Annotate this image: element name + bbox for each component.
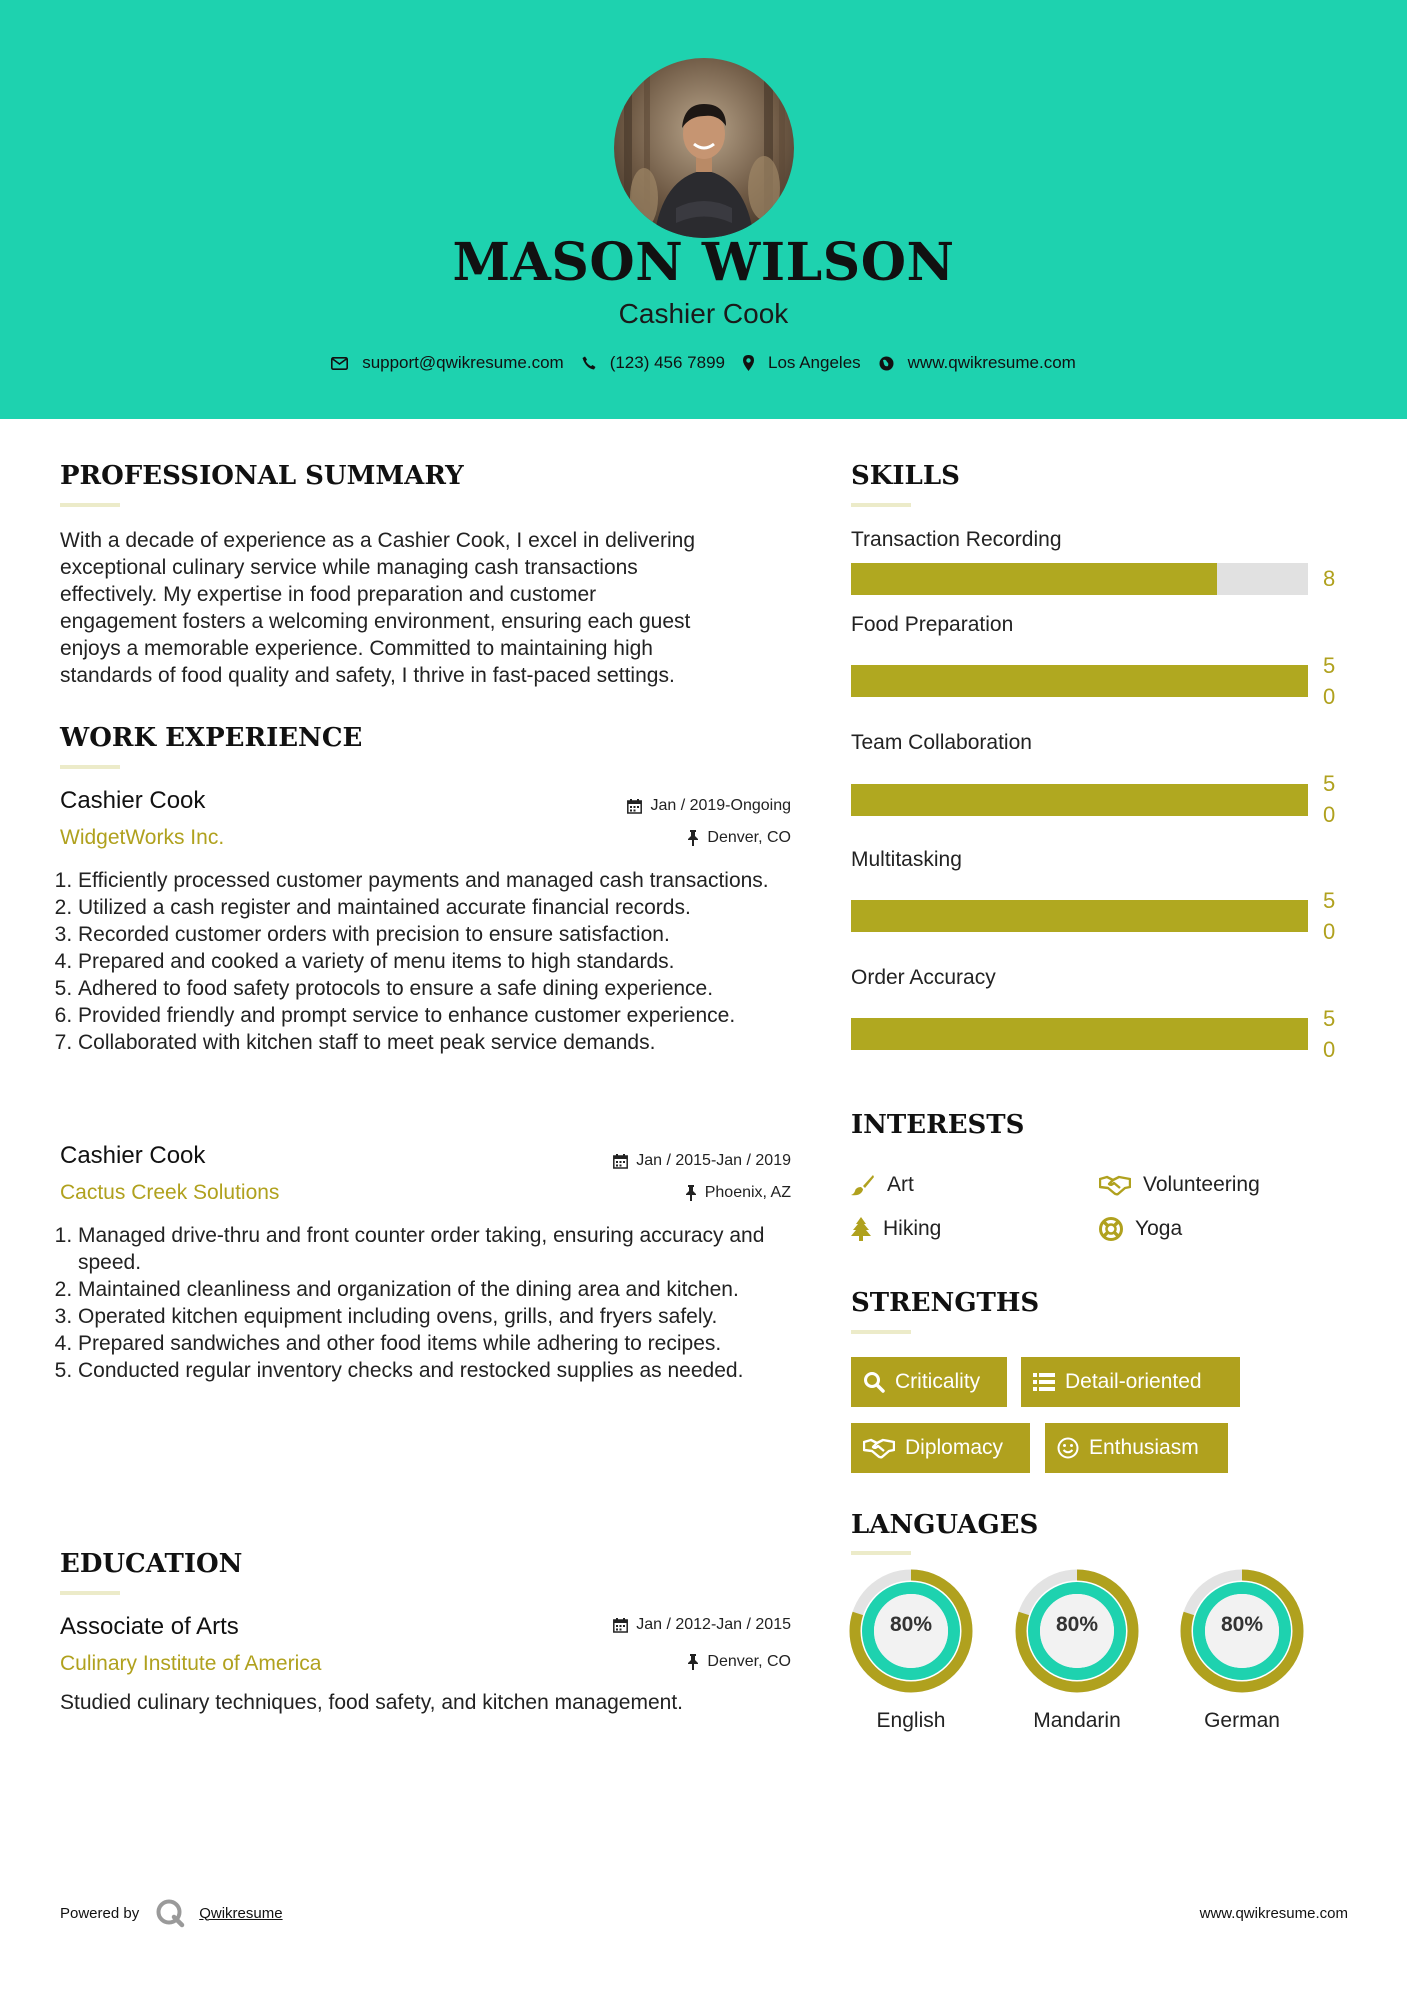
skill-label: Order Accuracy bbox=[851, 966, 996, 989]
school-name: Culinary Institute of America bbox=[60, 1652, 322, 1675]
strength-label: Detail-oriented bbox=[1065, 1370, 1202, 1393]
calendar-icon bbox=[613, 1154, 628, 1169]
job-dates bbox=[560, 1152, 791, 1170]
skill-bar-fill bbox=[851, 900, 1308, 932]
skill-bar bbox=[851, 1018, 1308, 1050]
skill-level: 50 bbox=[1323, 771, 1336, 827]
job-location-text: Phoenix, AZ bbox=[704, 1184, 791, 1201]
language-percent: 80% bbox=[1220, 1613, 1264, 1636]
summary-heading: PROFESSIONAL SUMMARY bbox=[60, 461, 464, 491]
experience-divider bbox=[60, 765, 120, 769]
interest-item bbox=[851, 1217, 941, 1241]
education-dates-text: Jan / 2012-Jan / 2015 bbox=[636, 1616, 791, 1633]
paintbrush-icon bbox=[851, 1174, 875, 1196]
skill-label: Food Preparation bbox=[851, 613, 1014, 636]
interest-label: Yoga bbox=[1135, 1217, 1183, 1240]
search-icon bbox=[863, 1371, 885, 1393]
qwikresume-logo-icon bbox=[155, 1898, 185, 1928]
education-location bbox=[560, 1653, 791, 1671]
header-banner bbox=[0, 0, 1407, 419]
summary-divider bbox=[60, 503, 120, 507]
contact-website[interactable] bbox=[879, 353, 1076, 373]
skill-bar-fill bbox=[851, 665, 1308, 697]
list-item: 3. Operated kitchen equipment including ovens, grills, and fryers safely. bbox=[78, 1303, 780, 1330]
strengths-heading: STRENGTHS bbox=[851, 1288, 1040, 1318]
education-divider bbox=[60, 1591, 120, 1595]
company-name: Cactus Creek Solutions bbox=[60, 1181, 280, 1204]
contact-email[interactable] bbox=[331, 353, 564, 373]
skill-label: Multitasking bbox=[851, 848, 962, 871]
skill-bar bbox=[851, 665, 1308, 697]
list-item: 2. Maintained cleanliness and organization of the dining area and kitchen. bbox=[78, 1276, 780, 1303]
education-location-text: Denver, CO bbox=[707, 1653, 791, 1670]
job-title: Cashier Cook bbox=[60, 1142, 206, 1169]
language-item bbox=[849, 1569, 973, 1733]
language-percent: 80% bbox=[1055, 1613, 1099, 1636]
skill-level: 50 bbox=[1323, 653, 1336, 709]
envelope-icon bbox=[331, 357, 348, 370]
smile-icon bbox=[1057, 1437, 1079, 1459]
globe-icon bbox=[879, 356, 894, 371]
powered-by-label: Powered by bbox=[60, 1904, 140, 1922]
tree-icon bbox=[851, 1217, 871, 1241]
handshake-icon bbox=[863, 1437, 895, 1459]
job-title: Cashier Cook bbox=[60, 787, 206, 814]
contact-bar bbox=[0, 353, 1407, 373]
strength-label: Diplomacy bbox=[905, 1436, 1004, 1459]
pushpin-icon bbox=[687, 830, 699, 846]
language-name: English bbox=[876, 1709, 946, 1732]
list-item: 4. Prepared and cooked a variety of menu items to high standards. bbox=[78, 948, 800, 975]
skill-bar-fill bbox=[851, 784, 1308, 816]
summary-text bbox=[60, 527, 800, 689]
job-dates bbox=[560, 797, 791, 815]
experience-heading: WORK EXPERIENCE bbox=[60, 723, 363, 753]
strength-label: Enthusiasm bbox=[1089, 1436, 1199, 1459]
strength-label: Criticality bbox=[895, 1370, 981, 1393]
language-name: Mandarin bbox=[1033, 1709, 1121, 1732]
qwikresume-link[interactable]: Qwikresume bbox=[199, 1904, 283, 1922]
interest-item bbox=[851, 1173, 914, 1197]
interest-label: Volunteering bbox=[1143, 1173, 1260, 1196]
education-description: Studied culinary techniques, food safety, and kitchen management. bbox=[60, 1691, 683, 1714]
skills-heading: SKILLS bbox=[851, 461, 960, 491]
job-location bbox=[560, 1184, 791, 1202]
strength-tag bbox=[1021, 1357, 1240, 1407]
company-name: WidgetWorks Inc. bbox=[60, 826, 225, 849]
strength-tag bbox=[1045, 1423, 1228, 1473]
skills-divider bbox=[851, 503, 911, 507]
summary-line: exceptional culinary service while managing cash transactions bbox=[60, 556, 638, 579]
job-dates-text: Jan / 2015-Jan / 2019 bbox=[636, 1152, 791, 1169]
list-item: 1. Efficiently processed customer payments and managed cash transactions. bbox=[78, 867, 800, 894]
map-marker-icon bbox=[743, 355, 754, 371]
skill-level: 50 bbox=[1323, 888, 1336, 944]
phone-icon bbox=[582, 356, 596, 370]
list-item: 2. Utilized a cash register and maintained accurate financial records. bbox=[78, 894, 800, 921]
list-item: 5. Adhered to food safety protocols to ensure a safe dining experience. bbox=[78, 975, 800, 1002]
interest-label: Art bbox=[887, 1173, 914, 1196]
interest-item bbox=[1099, 1173, 1260, 1197]
location-text: Los Angeles bbox=[768, 353, 861, 372]
summary-line: effectively. My expertise in food preparation and customer bbox=[60, 583, 597, 606]
job-responsibilities bbox=[60, 867, 800, 1056]
language-percent: 80% bbox=[889, 1613, 933, 1636]
skill-level: 8 bbox=[1323, 566, 1336, 591]
language-item bbox=[1180, 1569, 1304, 1733]
list-item: 4. Prepared sandwiches and other food items while adhering to recipes. bbox=[78, 1330, 780, 1357]
skill-bar bbox=[851, 784, 1308, 816]
skill-bar-fill bbox=[851, 1018, 1308, 1050]
job-location bbox=[560, 829, 791, 847]
job-title-headline: Cashier Cook bbox=[618, 298, 789, 329]
languages-heading: LANGUAGES bbox=[851, 1510, 1039, 1540]
handshake-icon bbox=[1099, 1174, 1131, 1196]
languages-divider bbox=[851, 1551, 911, 1555]
summary-line: standards of food quality and safety, I thrive in fast-paced settings. bbox=[60, 664, 675, 687]
calendar-icon bbox=[627, 799, 642, 814]
pushpin-icon bbox=[687, 1654, 699, 1670]
language-name: German bbox=[1204, 1709, 1280, 1732]
strength-tag bbox=[851, 1423, 1030, 1473]
list-icon bbox=[1033, 1373, 1055, 1391]
footer-website[interactable]: www.qwikresume.com bbox=[1199, 1905, 1348, 1922]
skill-bar-fill bbox=[851, 563, 1217, 595]
list-item: 1. Managed drive-thru and front counter order taking, ensuring accuracy and speed. bbox=[78, 1222, 780, 1276]
job-location-text: Denver, CO bbox=[707, 829, 791, 846]
list-item: 5. Conducted regular inventory checks and restocked supplies as needed. bbox=[78, 1357, 780, 1384]
strength-tag bbox=[851, 1357, 1007, 1407]
calendar-icon bbox=[613, 1618, 628, 1633]
education-dates bbox=[560, 1616, 791, 1634]
contact-location bbox=[743, 353, 861, 373]
lifering-icon bbox=[1099, 1217, 1123, 1241]
summary-line: With a decade of experience as a Cashier Cook, I excel in delivering bbox=[60, 529, 696, 552]
education-heading: EDUCATION bbox=[60, 1549, 243, 1579]
language-item bbox=[1015, 1569, 1139, 1733]
skill-level: 50 bbox=[1323, 1006, 1336, 1062]
interest-label: Hiking bbox=[883, 1217, 942, 1240]
profile-photo bbox=[614, 58, 794, 238]
skill-bar bbox=[851, 900, 1308, 932]
list-item: 3. Recorded customer orders with precision to ensure satisfaction. bbox=[78, 921, 800, 948]
degree-title: Associate of Arts bbox=[60, 1613, 239, 1640]
skill-label: Team Collaboration bbox=[851, 731, 1032, 754]
candidate-name: MASON WILSON bbox=[452, 232, 955, 293]
interest-item bbox=[1099, 1217, 1182, 1241]
strengths-divider bbox=[851, 1330, 911, 1334]
website-text: www.qwikresume.com bbox=[907, 353, 1076, 372]
email-text: support@qwikresume.com bbox=[362, 353, 564, 372]
summary-line: enjoys a memorable experience. Committed to maintaining high bbox=[60, 637, 653, 660]
summary-line: engagement fosters a welcoming environment, ensuring each guest bbox=[60, 610, 691, 633]
phone-text: (123) 456 7899 bbox=[609, 353, 726, 372]
skill-bar bbox=[851, 563, 1308, 595]
pushpin-icon bbox=[685, 1185, 697, 1201]
skill-label: Transaction Recording bbox=[851, 528, 1062, 551]
job-dates-text: Jan / 2019-Ongoing bbox=[650, 797, 791, 814]
list-item: 7. Collaborated with kitchen staff to meet peak service demands. bbox=[78, 1029, 800, 1056]
interests-heading: INTERESTS bbox=[851, 1110, 1025, 1140]
list-item: 6. Provided friendly and prompt service to enhance customer experience. bbox=[78, 1002, 800, 1029]
footer-credit bbox=[60, 1898, 283, 1928]
job-responsibilities bbox=[60, 1222, 780, 1384]
contact-phone[interactable] bbox=[582, 353, 725, 373]
